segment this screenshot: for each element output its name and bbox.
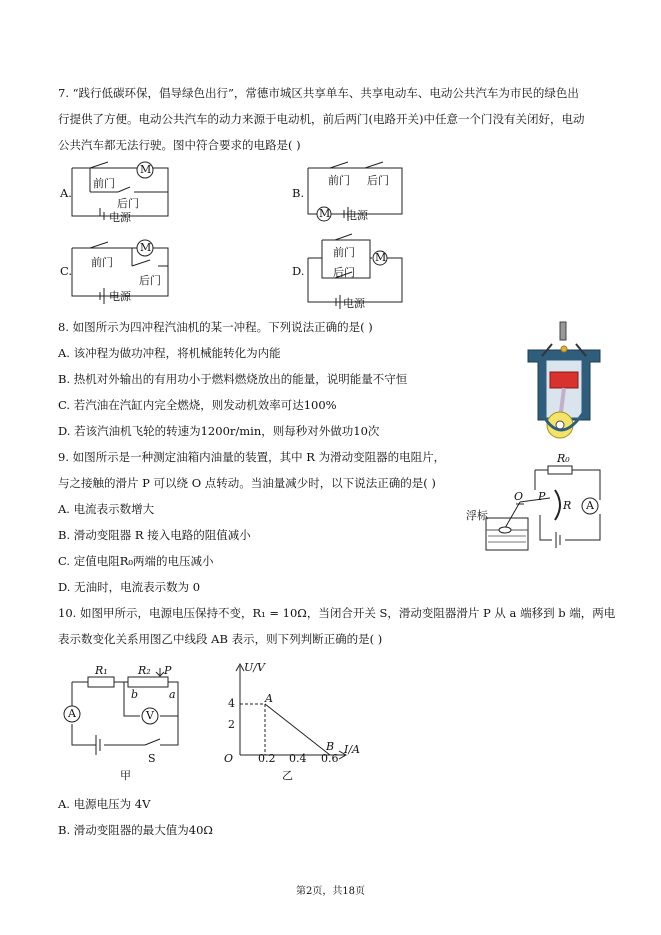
- q7-b-motor: M: [319, 207, 331, 220]
- q7-c-front: 前门: [91, 256, 113, 269]
- q9-fig-r: R: [563, 499, 572, 512]
- q10-jia-r2: R₂: [138, 664, 151, 677]
- q8-option-b: B. 热机对外输出的有用功小于燃料燃烧放出的能量，说明能量不守恒: [58, 372, 408, 386]
- q7-c-back: 后门: [139, 274, 161, 287]
- q10-yi-xlabel: I/A: [344, 743, 360, 756]
- q10-jia-caption: 甲: [120, 769, 131, 782]
- q7-b-back: 后门: [367, 174, 389, 187]
- q7-a-back: 后门: [117, 197, 139, 210]
- q10-yi-ytick-2: 2: [228, 718, 235, 731]
- q9-fig-ammeter: A: [586, 499, 594, 512]
- q7-line2: 行提供了方便。电动公共汽车的动力来源于电动机，前后两门(电路开关)中任意一个门没有关闭好，电动: [58, 112, 585, 126]
- q7-b-front: 前门: [328, 174, 350, 187]
- q10-yi-ylabel: U/V: [244, 661, 265, 674]
- q9-fig-o: O: [514, 490, 524, 503]
- q9-fig-float: 浮标: [466, 509, 488, 522]
- q10-option-b: B. 滑动变阻器的最大值为40Ω: [58, 823, 213, 837]
- q8-option-d: D. 若该汽油机飞轮的转速为1200r/min，则每秒对外做功10次: [58, 424, 380, 438]
- q7-a-power: 电源: [109, 211, 131, 224]
- q7-d-motor: M: [375, 251, 387, 264]
- q7-line3: 公共汽车都无法行驶。图中符合要求的电路是( ): [58, 138, 301, 152]
- q10-yi-xtick-0-4: 0.4: [289, 752, 307, 765]
- q10-jia-r1: R₁: [95, 664, 108, 677]
- q7-c-power: 电源: [109, 290, 131, 303]
- q10-yi-ytick-4: 4: [228, 697, 235, 710]
- q9-option-a: A. 电流表示数增大: [58, 502, 155, 516]
- q9-line1: 9. 如图所示是一种测定油箱内油量的装置，其中 R 为滑动变阻器的电阻片，: [58, 450, 446, 464]
- q10-line1: 10. 如图甲所示，电源电压保持不变，R₁ = 10Ω，当闭合开关 S，滑动变阻器滑片 P 从 a 端移到 b 端，两电: [58, 606, 616, 620]
- q10-yi-caption: 乙: [282, 769, 293, 782]
- q10-jia-a: a: [169, 688, 176, 701]
- q7-b-power: 电源: [346, 209, 368, 222]
- q7-option-b-label: B.: [292, 186, 305, 200]
- q10-yi-xtick-0-6: 0.6: [321, 752, 339, 765]
- page-footer: 第2页，共18页: [295, 886, 366, 897]
- q7-option-d-label: D.: [292, 264, 305, 278]
- q10-jia-b: b: [131, 688, 139, 701]
- q9-option-c: C. 定值电阻R₀两端的电压减小: [58, 554, 214, 568]
- q7-option-a-label: A.: [60, 186, 72, 200]
- q7-option-c-label: C.: [60, 264, 73, 278]
- q8-stem: 8. 如图所示为四冲程汽油机的某一冲程。下列说法正确的是( ): [58, 320, 373, 334]
- q10-jia-ammeter: A: [68, 707, 76, 720]
- q7-c-motor: M: [140, 241, 152, 254]
- q10-jia-p: P: [164, 664, 172, 677]
- q8-option-c: C. 若汽油在汽缸内完全燃烧，则发动机效率可达100%: [58, 398, 337, 412]
- q9-fig-r0: R₀: [557, 452, 570, 465]
- q10-yi-origin: O: [224, 752, 234, 765]
- q7-line1: 7. “践行低碳环保，倡导绿色出行”，常德市城区共享单车、共享电动车、电动公共汽车为市民的绿色出: [58, 86, 579, 100]
- q10-line2: 表示数变化关系用图乙中线段 AB 表示，则下列判断正确的是( ): [58, 632, 383, 646]
- q9-fig-p: P: [538, 490, 546, 503]
- q10-jia-voltmeter: V: [146, 709, 154, 722]
- q10-option-a: A. 电源电压为 4V: [58, 797, 151, 811]
- segment-ab: [265, 704, 330, 755]
- q10-yi-xtick-0-2: 0.2: [258, 752, 276, 765]
- q7-d-power: 电源: [343, 297, 365, 310]
- q10-yi-point-a: A: [265, 692, 273, 705]
- q10-yi-point-b: B: [326, 740, 335, 753]
- q7-d-front: 前门: [333, 246, 355, 259]
- q7-a-front: 前门: [93, 177, 115, 190]
- q7-a-motor: M: [140, 163, 152, 176]
- q10-jia-switch: S: [148, 752, 156, 765]
- q9-line2: 与之接触的滑片 P 可以绕 O 点转动。当油量减少时，以下说法正确的是( ): [58, 476, 436, 490]
- q9-option-d: D. 无油时，电流表示数为 0: [58, 580, 201, 594]
- q8-option-a: A. 该冲程为做功冲程，将机械能转化为内能: [58, 346, 281, 360]
- q7-d-back: 后门: [333, 266, 355, 279]
- q9-option-b: B. 滑动变阻器 R 接入电路的阻值减小: [58, 528, 251, 542]
